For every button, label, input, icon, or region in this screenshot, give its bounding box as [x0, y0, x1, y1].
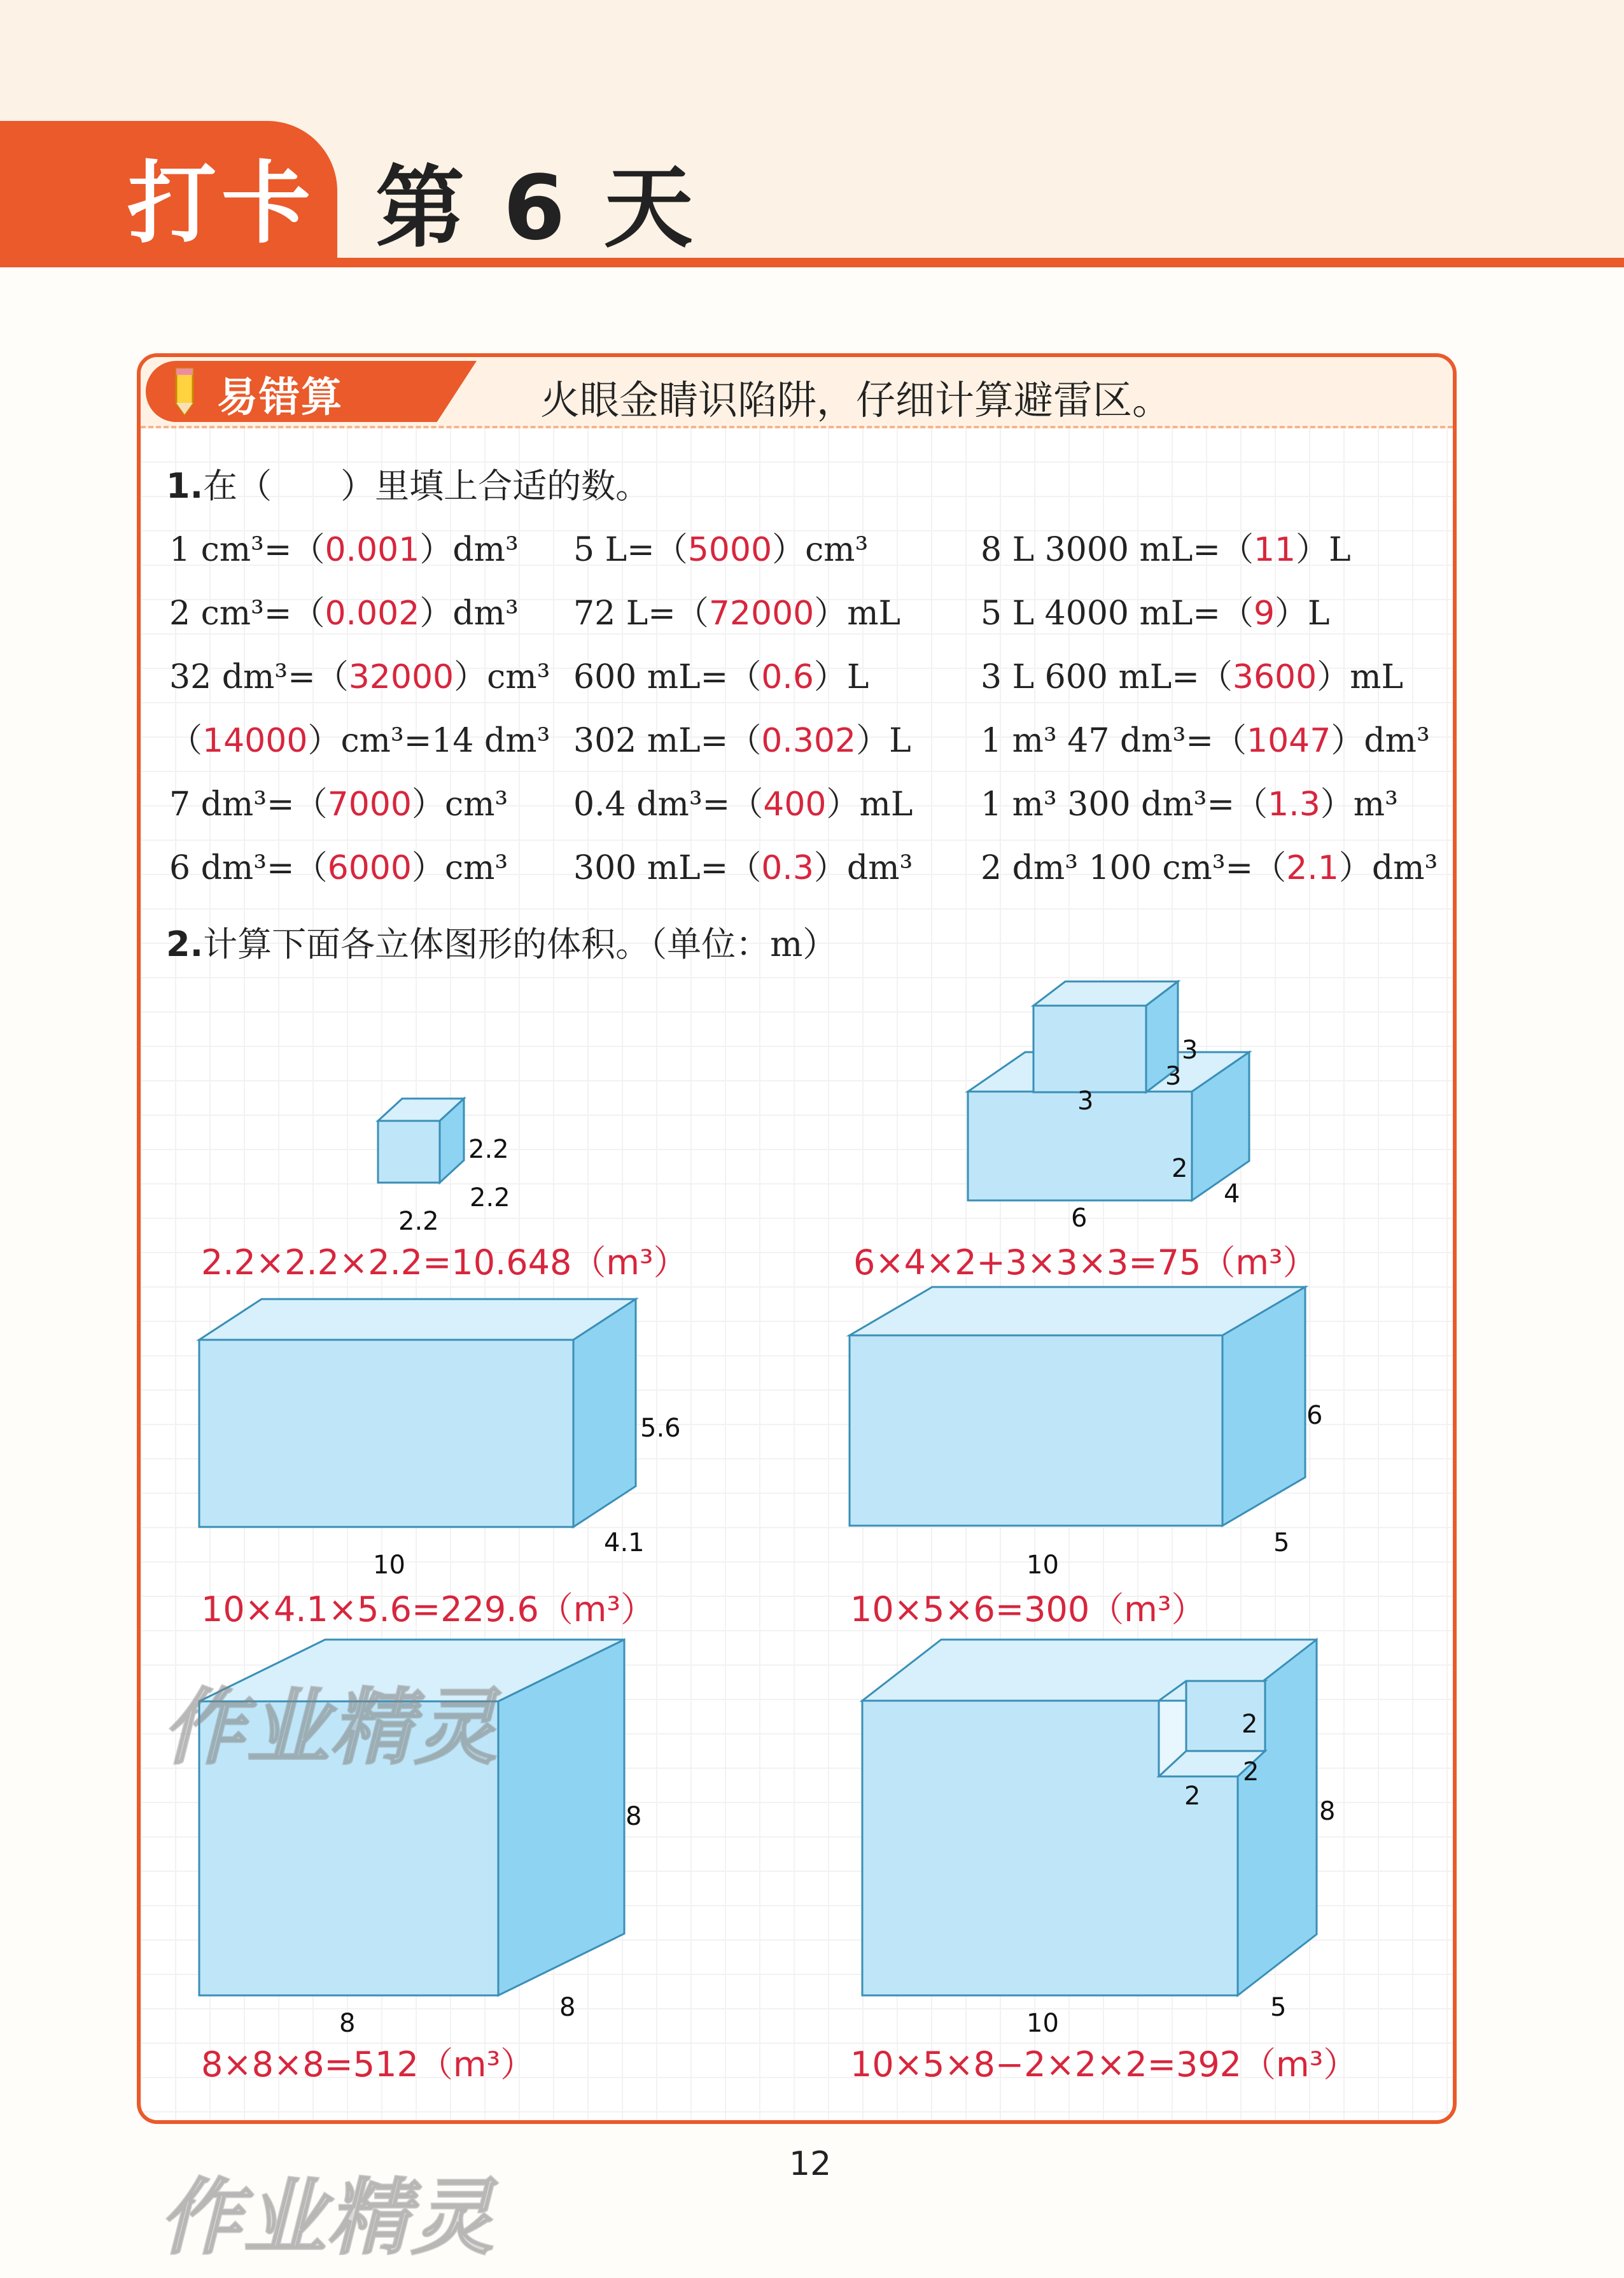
dimension-label: 10 — [373, 1550, 405, 1580]
conversion-answer: 11 — [1253, 531, 1296, 569]
conversion-answer: 0.302 — [761, 722, 857, 760]
conversion-prompt: 2 cm³=（ — [169, 594, 325, 633]
conversion-prompt: （ — [169, 722, 203, 760]
exercise-panel — [137, 353, 1457, 2124]
conversion-prompt: 600 mL=（ — [573, 658, 762, 696]
question-1-number: 1. — [166, 466, 204, 506]
volume-expression: 2.2×2.2×2.2=10.648（m³） — [201, 1242, 688, 1283]
dimension-label: 10 — [1026, 1550, 1059, 1580]
conversion-unit: ）m³ — [1320, 785, 1398, 824]
conversion-prompt: 302 mL=（ — [573, 722, 762, 760]
conversion-answer: 72000 — [708, 594, 815, 633]
conversion-unit: ）L — [856, 722, 911, 760]
dimension-label: 2.2 — [470, 1183, 510, 1213]
conversion-unit: ）cm³ — [411, 785, 508, 824]
conversion-answer: 0.6 — [761, 658, 814, 696]
dimension-label: 8 — [559, 1993, 576, 2022]
figure-2-stacked-blocks — [968, 981, 1249, 1200]
question-1-text: 在（ ）里填上合适的数。 — [203, 466, 650, 506]
conversion-unit: ）dm³ — [419, 531, 519, 569]
figure-1-cube — [378, 1099, 464, 1183]
conversion-answer: 5000 — [687, 531, 773, 569]
volume-expression: 6×4×2+3×3×3=75（m³） — [853, 1242, 1317, 1283]
conversion-answer: 0.001 — [325, 531, 420, 569]
question-2-number: 2. — [166, 924, 204, 964]
conversion-answer: 0.002 — [325, 594, 420, 633]
conversion-prompt: 5 L 4000 mL=（ — [981, 594, 1254, 633]
header-tag — [0, 121, 337, 267]
conversion-unit: ）dm³ — [813, 849, 913, 887]
dimension-label: 2.2 — [398, 1207, 439, 1236]
conversion-answer: 9 — [1253, 594, 1275, 633]
conversion-unit: ）cm³ — [772, 531, 869, 569]
volume-expression: 8×8×8=512（m³） — [201, 2044, 535, 2085]
conversion-prompt: 0.4 dm³=（ — [573, 785, 764, 824]
question-2-text: 计算下面各立体图形的体积。（单位：m） — [203, 924, 837, 964]
dimension-label: 3 — [1165, 1062, 1182, 1091]
figure-4-cuboid — [850, 1287, 1305, 1526]
dimension-label: 8 — [339, 2009, 356, 2038]
conversion-answer: 32000 — [348, 658, 454, 696]
dimension-label: 8 — [626, 1802, 642, 1831]
conversion-prompt: 300 mL=（ — [573, 849, 762, 887]
conversion-prompt: 2 dm³ 100 cm³=（ — [981, 849, 1287, 887]
conversion-answer: 3600 — [1232, 658, 1317, 696]
conversion-unit: ）mL — [814, 594, 901, 633]
conversion-unit: ）L — [1275, 594, 1330, 633]
conversion-prompt: 1 m³ 47 dm³=（ — [981, 722, 1247, 760]
conversion-unit: ）dm³ — [419, 594, 519, 633]
conversion-prompt: 32 dm³=（ — [169, 658, 349, 696]
dimension-label: 10 — [1026, 2009, 1059, 2038]
conversion-prompt: 7 dm³=（ — [169, 785, 328, 824]
conversion-answer: 0.3 — [761, 849, 814, 887]
conversion-prompt: 8 L 3000 mL=（ — [981, 531, 1254, 569]
dimension-label: 5 — [1270, 1993, 1287, 2022]
volume-expression: 10×5×8−2×2×2=392（m³） — [850, 2044, 1358, 2085]
conversion-unit: ）cm³ — [411, 849, 508, 887]
conversion-unit: ）L — [813, 658, 869, 696]
conversion-prompt: 1 cm³=（ — [169, 531, 325, 569]
section-tag-label: 易错算 — [217, 374, 343, 421]
conversion-answer: 2.1 — [1286, 849, 1339, 887]
conversion-unit: ）mL — [1317, 658, 1404, 696]
page-title: 第 6 天 — [375, 157, 697, 260]
conversion-unit: ）mL — [826, 785, 913, 824]
conversion-answer: 1047 — [1247, 722, 1331, 760]
conversion-prompt: 6 dm³=（ — [169, 849, 328, 887]
volume-expression: 10×4.1×5.6=229.6（m³） — [201, 1589, 655, 1629]
conversion-prompt: 72 L=（ — [573, 594, 709, 633]
header-tag-label: 打卡 — [127, 152, 316, 256]
conversion-answer: 7000 — [327, 785, 412, 824]
dimension-label: 6 — [1071, 1204, 1088, 1233]
dimension-label: 4.1 — [604, 1528, 645, 1557]
dimension-label: 2 — [1184, 1782, 1201, 1811]
dimension-label: 5 — [1273, 1528, 1290, 1557]
conversion-answer: 6000 — [327, 849, 412, 887]
dimension-label: 4 — [1224, 1179, 1240, 1209]
conversion-answer: 14000 — [202, 722, 308, 760]
dimension-label: 5.6 — [640, 1414, 681, 1443]
conversion-prompt: 1 m³ 300 dm³=（ — [981, 785, 1268, 824]
figure-6-notched-cuboid — [862, 1640, 1317, 1995]
volume-expression: 10×5×6=300（m³） — [850, 1589, 1206, 1629]
conversion-unit: ）dm³ — [1338, 849, 1438, 887]
conversion-prompt: 3 L 600 mL=（ — [981, 658, 1233, 696]
watermark-bottom: 作业精灵 — [159, 2169, 496, 2266]
dimension-label: 3 — [1182, 1036, 1198, 1065]
conversion-unit: ）dm³ — [1331, 722, 1430, 760]
dimension-label: 8 — [1319, 1797, 1336, 1826]
dimension-label: 2.2 — [468, 1135, 509, 1164]
dimension-label: 6 — [1306, 1401, 1323, 1430]
conversion-unit: ）cm³ — [454, 658, 550, 696]
dimension-label: 3 — [1077, 1086, 1094, 1116]
conversion-prompt: 5 L=（ — [573, 531, 688, 569]
dimension-label: 2 — [1242, 1710, 1258, 1739]
conversion-answer: 400 — [763, 785, 827, 824]
dimension-label: 2 — [1172, 1154, 1188, 1183]
conversion-answer: 1.3 — [1268, 785, 1320, 824]
conversion-unit: ）cm³=14 dm³ — [307, 722, 550, 760]
dimension-label: 2 — [1243, 1757, 1259, 1787]
conversion-unit: ）L — [1296, 531, 1351, 569]
figure-3-cuboid — [199, 1299, 636, 1527]
page-number: 12 — [789, 2145, 832, 2183]
watermark: 作业精灵 — [162, 1679, 499, 1776]
section-subtitle: 火眼金睛识陷阱，仔细计算避雷区。 — [540, 377, 1172, 423]
